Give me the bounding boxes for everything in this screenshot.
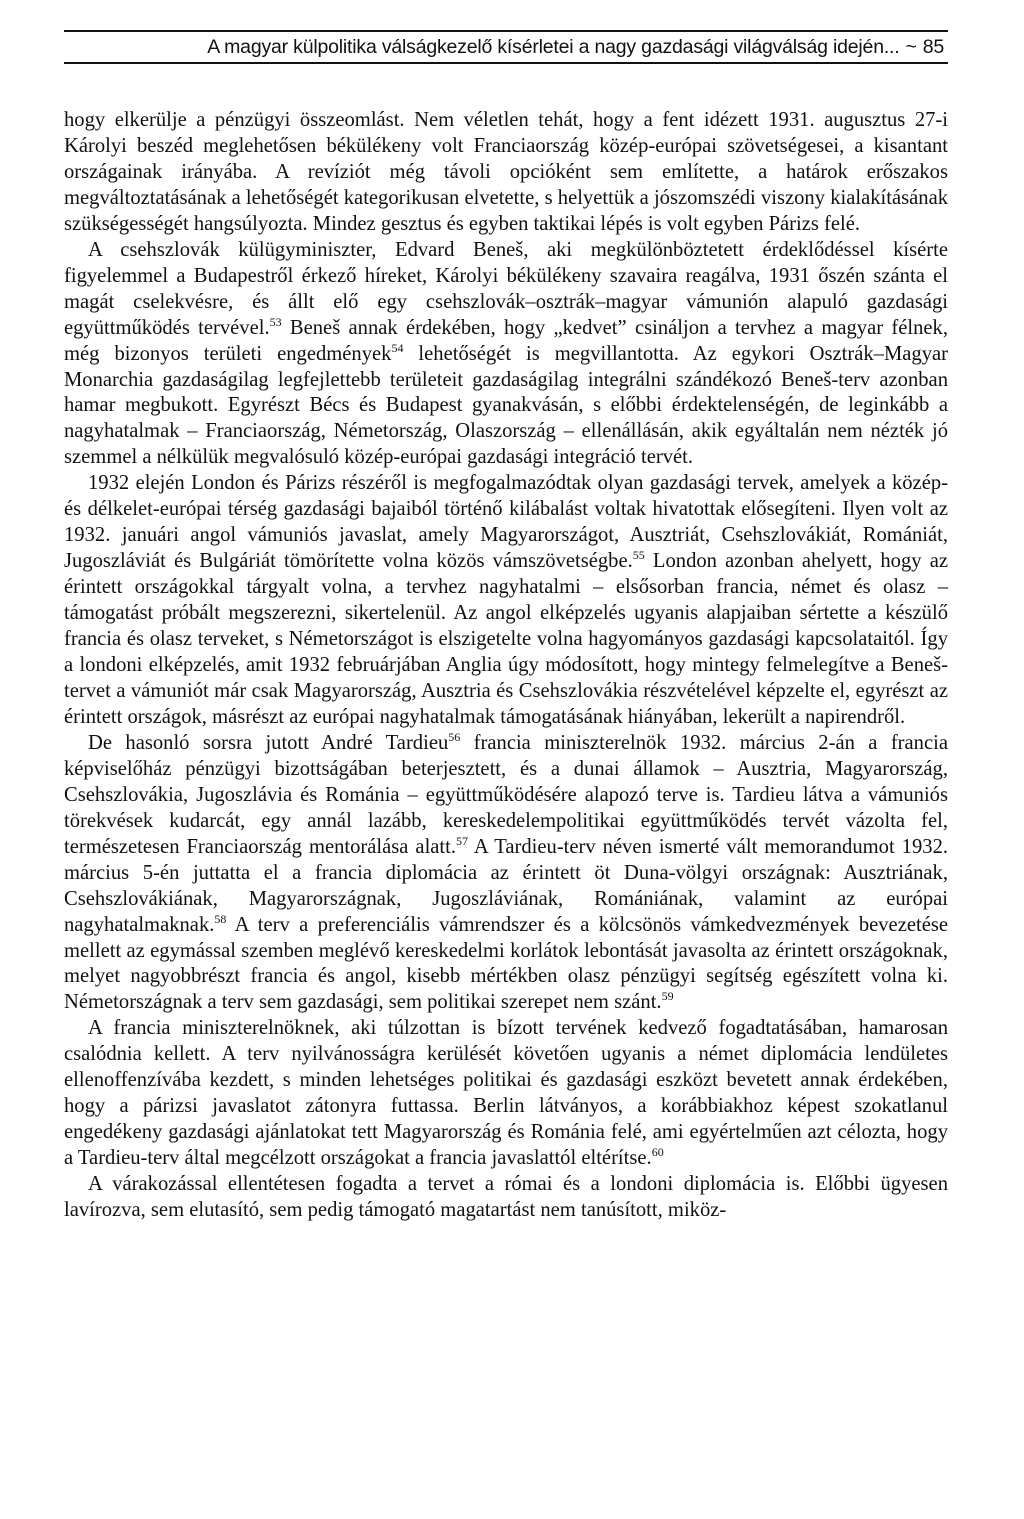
footnote-ref[interactable]: 60	[651, 1145, 664, 1160]
footnote-ref[interactable]: 59	[661, 989, 674, 1004]
footnote-ref[interactable]: 58	[214, 911, 227, 926]
footnote-ref[interactable]: 57	[456, 833, 469, 848]
paragraph	[64, 1016, 948, 1172]
paragraph-text: A csehszlovák külügyminiszter, Edvard Beneš, aki megkülönböztetett érdeklődéssel kísérte figyelemmel a Budapestről érkező híreket, Károlyi békülékeny szavaira reagálva, 1931 őszén szánta el magát cselekvésre, és állt elő egy csehszlovák–osztrák–magyar vámunión alapuló gazdasági együttműködés tervével.	[64, 238, 948, 339]
paragraph	[64, 471, 948, 731]
paragraph-text: A terv a preferenciális vámrendszer és a kölcsönös vámkedvezmények bevezetése mellett az egymással szemben meglévő kereskedelmi korlátok lebontását javasolta az érintett országoknak, melyet nagyobbrészt francia és angol, kisebb mértékben olasz pénzügyi segítség egészített volna ki. Németországnak a terv sem gazdasági, sem politikai szerepet nem szánt.	[64, 913, 948, 1014]
running-head-separator: ~	[905, 36, 917, 58]
paragraph-text: A francia miniszterelnöknek, aki túlzottan is bízott tervének kedvező fogadtatásában, hamarosan csalódnia kellett. A terv nyilvánosságra kerülését követően ugyanis a német diplomácia lendületes ellenoffenzívába kezdett, s minden lehetséges politikai és gazdasági eszközt bevetett annak érdekében, hogy a párizsi javaslatot zátonyra futtassa. Berlin látványos, a korábbiakhoz képest szokatlanul engedékeny gazdasági ajánlatokat tett Magyarország és Románia felé, ami egyértelműen azt célozta, hogy a Tardieu-terv által megcélzott országokat a francia javaslattól eltérítse.	[64, 1017, 948, 1170]
page	[64, 30, 948, 1224]
running-head-title: A magyar külpolitika válságkezelő kísérletei a nagy gazdasági világválság idején...	[207, 36, 900, 58]
running-head	[64, 30, 948, 64]
footnote-ref[interactable]: 55	[632, 548, 645, 563]
paragraph-text: lehetőségét is megvillantotta. Az egykori Osztrák–Magyar Monarchia gazdaságilag legfejlettebb területeit gazdaságilag integrálni szándékozó Beneš-terv azonban hamar megbukott. Egyrészt Bécs és Budapest gyanakvásán, s előbbi érdektelenségén, de leginkább a nagyhatalmak – Franciaország, Németország, Olaszország – ellenállásán, akik egyáltalán nem nézték jó szemmel a nélkülük megvalósuló közép-európai gazdasági integráció tervét.	[64, 342, 948, 469]
body-text	[64, 108, 948, 1224]
paragraph-text: A Tardieu-terv néven ismerté vált memorandumot 1932. március 5-én juttatta el a francia diplomácia az érintett öt Duna-völgyi országnak: Ausztriának, Csehszlovákiának, Magyarországnak, Jugoszláviának, Romániának, valamint az európai nagyhatalmaknak.	[64, 835, 949, 936]
paragraph-text: De hasonló sorsra jutott André Tardieu	[88, 731, 449, 754]
paragraph-text: London azonban ahelyett, hogy az érintett országokkal tárgyalt volna, a tervhez nagyhatalmi – elsősorban francia, német és olasz – támogatást próbált megszerezni, sikertelenül. Az angol elképzelés ugyanis alapjaiban sértette a készülő francia és olasz terveket, s Németországot is elszigetelte volna hagyományos gazdasági kapcsolataitól. Így a londoni elképzelés, amit 1932 februárjában Anglia úgy módosított, hogy mintegy felmelegítve a Beneš-tervet a vámuniót már csak Magyarország, Ausztria és Csehszlovákia részvételével képzelte el, egyrészt az érintett országok, másrészt az európai nagyhatalmak támogatásának hiányában, lekerült a napirendről.	[64, 550, 948, 728]
paragraph-text: Beneš annak érdekében, hogy „kedvet” csináljon a tervhez a magyar félnek, még bizonyos területi engedmények	[64, 316, 948, 365]
paragraph	[64, 1172, 948, 1224]
footnote-ref[interactable]: 56	[448, 729, 461, 744]
paragraph-text: hogy elkerülje a pénzügyi összeomlást. Nem véletlen tehát, hogy a fent idézett 1931. augusztus 27-i Károlyi beszéd meglehetősen békülékeny volt Franciaország közép-európai szövetségesei, a kisantant országainak irányába. A revíziót még távoli opcióként sem említette, a határok erőszakos megváltoztatásának a lehetőségét kategorikusan elvetette, s helyettük a jószomszédi viszony kialakításának szükségességét hangsúlyozta. Mindez gesztus és egyben taktikai lépés is volt egyben Párizs felé.	[64, 109, 948, 235]
page-number: 85	[922, 36, 944, 58]
paragraph-text: 1932 elején London és Párizs részéről is megfogalmazódtak olyan gazdasági tervek, amelyek a közép-és délkelet-európai térség gazdasági bajaiból történő kilábalást voltak hivatottak elősegíteni. Ilyen volt az 1932. januári angol vámuniós javaslat, amely Magyarországot, Ausztriát, Csehszlovákiát, Romániát, Jugoszláviát és Bulgáriát tömörítette volna közös vámszövetségbe.	[64, 472, 948, 573]
paragraph-text: A várakozással ellentétesen fogadta a tervet a római és a londoni diplomácia is. Előbbi ügyesen lavírozva, sem elutasító, sem pedig támogató magatartást nem tanúsított, miköz-	[64, 1173, 948, 1222]
paragraph-text: francia miniszterelnök 1932. március 2-án a francia képviselőház pénzügyi bizottságában beterjesztett, és a dunai államok – Ausztria, Magyarország, Csehszlovákia, Jugoszlávia és Románia – együttműködésére alapozó terve is. Tardieu látva a vámuniós törekvések kudarcát, egy annál lazább, kereskedelempolitikai együttműködés tervét vázolta fel, természetesen Franciaország mentorálása alatt.	[64, 731, 948, 858]
paragraph	[64, 731, 948, 1016]
paragraph	[64, 108, 948, 238]
footnote-ref[interactable]: 53	[269, 314, 282, 329]
paragraph	[64, 238, 948, 472]
footnote-ref[interactable]: 54	[391, 340, 404, 355]
